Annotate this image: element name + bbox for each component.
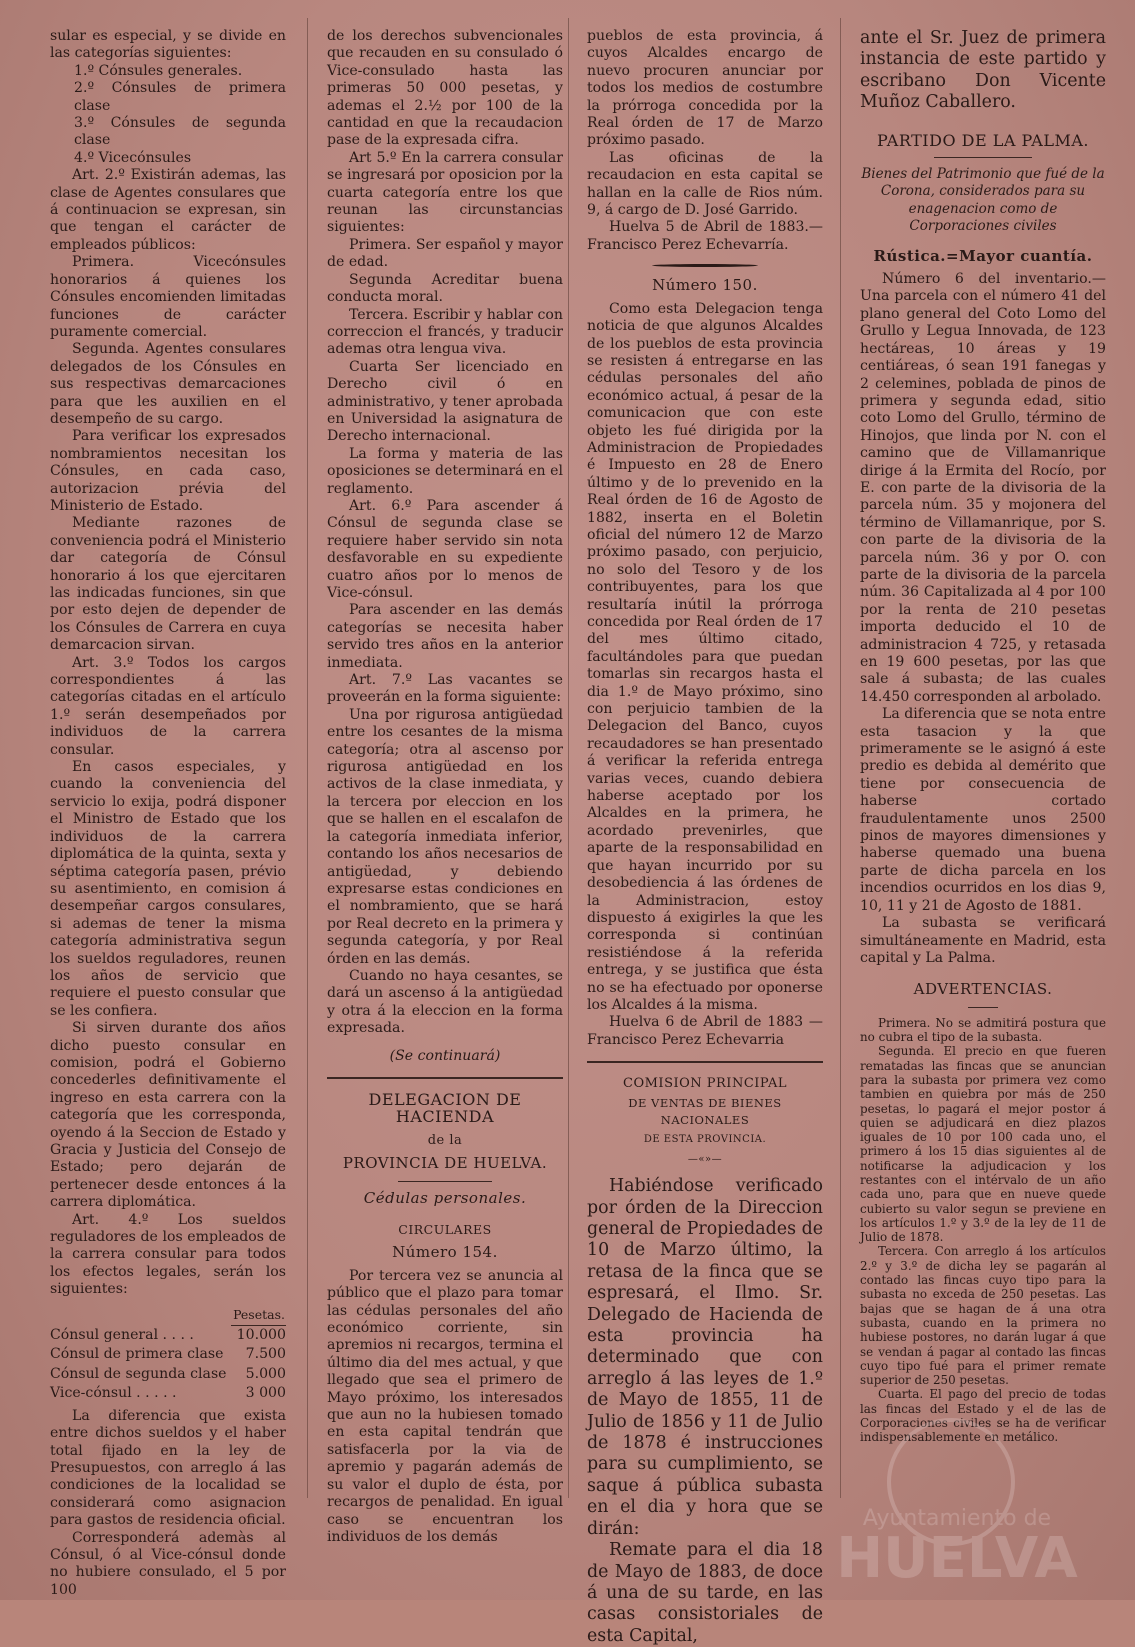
divider bbox=[968, 1007, 998, 1008]
table-row: Cónsul de primera clase 7.500 bbox=[50, 1346, 286, 1363]
signature: Huelva 6 de Abril de 1883 — Francisco Perez Echevarria bbox=[587, 1014, 823, 1048]
property-description: Número 6 del inventario.— Una parcela con el número 41 del plano general del Coto Lomo del Grullo y Legua Innovada, de 123 hectáreas, 10 áreas y 19 centiáreas, ó sean 191 fanegas y 2 celemines, poblada de pinos de primera y segunda edad, sitio coto Lomo del Grullo, término de Hinojos, que linda por N. con el camino que de Villamanrique dirige á la Ermita del Rocío, por E. con parte de la divisoria de la parcela núm. 35 y mojonera del término de Villamanrique, por S. con parte de la divisoria de la parcela núm. 36 y por O. con parte de la divisoria de la parcela núm. 36 Capitalizada al 4 por 100 por la renta de 210 pesetas importa deducido el 10 de administracion 4 725, y retasada en 19 600 pesetas, por las que sale á subasta; de las cuales 14.450 corresponden al arbolado. bbox=[860, 271, 1106, 705]
paragraph: Como esta Delegacion tenga noticia de que algunos Alcaldes de los pueblos de esta provincia se resisten á entregarse en las cédulas personales del año económico actual, á pesar de la comunicacion que con este objeto les fué dirigida por la Administracion de Propiedades é Impuesto en 28 de Enero último y de lo prevenido en la Real órden de 16 de Agosto de 1882, inserta en el Boletin oficial del número 12 de Marzo próximo pasado, con perjuicio, no solo del Tesoro y de los contribuyentes, para los que resultaría inútil la prórroga concedida por Real órden de 17 del mes último citado, facultándoles para que puedan tomarlas sin recargos hasta el dia 1.º de Mayo próximo, sino con perjuicio tambien de la Delegacion del Banco, cuyos recaudadores se han presentado á verificar la referida entrega varias veces, cuando debiera haberse aceptado por los Alcaldes en la primera, he acordado prevenirles, que aparte de la responsabilidad en que hayan incurrido por su desobediencia á las órdenes de la Administracion, estoy dispuesto á exigirles la que les corresponda si continúan resistiéndose á la referida entrega, y se justifica que ésta no se ha efectuado por oponerse los Alcaldes á la misma. bbox=[587, 300, 823, 1013]
ornament: —«»— bbox=[687, 1153, 723, 1165]
paragraph: Cuarta Ser licenciado en Derecho civil ó en administrativo, y tener aprobada en Universidad la asignatura de Derecho internacional. bbox=[327, 358, 563, 445]
section-heading: CIRCULARES bbox=[398, 1222, 492, 1237]
section-subtitle: DE VENTAS DE BIENES NACIONALES bbox=[628, 1095, 782, 1127]
paragraph: Primera. No se admitirá postura que no cubra el tipo de la subasta. bbox=[860, 1015, 1106, 1045]
paragraph: sular es especial, y se divide en las categorías siguientes: bbox=[50, 28, 286, 62]
paragraph: de los derechos subvencionales que recauden en su consulado ó Vice-consulado hasta las primeras 50 000 pesetas, y ademas el 2.½ por 100 de la cantidad en que la recaudacion pase de la expresada cifra. bbox=[327, 28, 563, 149]
paragraph: Segunda Acreditar buena conducta moral. bbox=[327, 271, 563, 306]
paragraph: Una por rigurosa antigüedad entre los cesantes de la misma categoría; otra al ascenso por rigurosa antigüedad en los activos de la clase inmediata, y la tercera por eleccion en los que se hallen en el escalafon de la categoría inmediata inferior, contando los años necesarios de antigüedad, y debiendo expresarse estas condiciones en el nombramiento, que se hará por Real decreto en la primera y segunda categoría, y por Real órden en las demás. bbox=[327, 706, 563, 967]
paragraph: Si sirven durante dos años dicho puesto consular en comision, podrá el Gobierno concederles definitivamente el ingreso en esta carrera con la categoría que les corresponda, oyendo á la Seccion de Estado y Gracia y Justicia del Consejo de Estado; pero dejarán de pertenecer desde entonces á la carrera diplomática. bbox=[50, 1020, 286, 1211]
section-subtitle: de la bbox=[427, 1132, 463, 1148]
salary-table bbox=[50, 1305, 286, 1404]
notice-number: Número 154. bbox=[392, 1243, 498, 1262]
signature: Huelva 5 de Abril de 1883.— Francisco Perez Echevarría. bbox=[587, 219, 823, 253]
section-subtitle: DE ESTA PROVINCIA. bbox=[643, 1134, 767, 1146]
divider bbox=[398, 1181, 492, 1182]
paragraph: Tercera. Con arreglo á los artículos 2.º y 3.º de dicha ley se pagarán al contado las fincas cuyo tipo para la subasta no exceda de 250 pesetas. Las bajas que se hagan de á una otra subasta, cuando en la primera no hubiese postores, no darán lugar á que se vendan á pagar al contado las fincas cuyo tipo fué para el primer remate superior de 250 pesetas. bbox=[860, 1244, 1106, 1388]
paragraph: Habiéndose verificado por órden de la Direccion general de Propiedades de 10 de Marzo último, la retasa de la finca que se espresará, el Ilmo. Sr. Delegado de Hacienda de esta provincia ha determinado que con arreglo á las leyes de 1.º de Mayo de 1855, 11 de Julio de 1856 y 11 de Julio de 1878 é instrucciones para su cumplimiento, se saque á pública subasta en el dia y hora que se dirán: bbox=[587, 1176, 823, 1539]
column-2 bbox=[327, 28, 563, 1546]
paragraph: pueblos de esta provincia, á cuyos Alcaldes encargo de nuevo procuren anunciar por todos los medios de costumbre la prórroga concedida por la Real órden de 17 de Marzo próximo pasado. bbox=[587, 28, 823, 149]
paragraph: Las oficinas de la recaudacion en esta capital se hallan en la calle de Rios núm. 9, á cargo de D. José Garrido. bbox=[587, 149, 823, 219]
column-4 bbox=[860, 28, 1106, 1445]
table-header: Pesetas. bbox=[231, 1305, 286, 1326]
paragraph: La diferencia que se nota entre esta tasacion y la que primeramente se le asignó á este predio es debida al demérito que tiene por consecuencia de haberse cortado fraudulentamente unos 2500 pinos de mayores dimensiones y haberse quemado una buena parte de dicha parcela en los incendios ocurridos en los dias 9, 10, 11 y 21 de Agosto de 1881. bbox=[860, 706, 1107, 914]
section-rule bbox=[327, 1077, 563, 1079]
paragraph: Cuarta. El pago del precio de todas las fincas del Estado y el de las de Corporaciones civiles se ha de verificar indispensablemente en metálico. bbox=[860, 1387, 1106, 1445]
list-item: 3.º Cónsules de segunda clase bbox=[74, 115, 286, 149]
paragraph: Remate para el dia 18 de Mayo de 1883, de doce á una de su tarde, en las casas consistoriales de esta Capital, bbox=[587, 1540, 823, 1646]
article-5: Art 5.º En la carrera consular se ingresará por oposicion por la cuarta categoría entre los que reunan las circunstancias siguientes: bbox=[327, 149, 563, 236]
list-item: 2.º Cónsules de primera clase bbox=[74, 80, 286, 114]
section-heading: Rústica.=Mayor cuantía. bbox=[873, 246, 1093, 265]
column-divider bbox=[307, 18, 308, 1498]
table-row: Vice-cónsul . . . . . 3 000 bbox=[50, 1385, 286, 1402]
paragraph: Segunda. Agentes consulares delegados de los Cónsules en sus respectivas demarcaciones para que les auxilien en el desempeño de su cargo. bbox=[50, 341, 286, 427]
notice-number: Número 150. bbox=[652, 276, 758, 295]
article-6: Art. 6.º Para ascender á Cónsul de segunda clase se requiere haber servido sin nota desfavorable en su expediente cuatro años por lo menos de Vice-cónsul. bbox=[327, 497, 563, 601]
paragraph: Por tercera vez se anuncia al público que el plazo para tomar las cédulas personales del año económico corriente, sin apremios ni recargos, termina el último dia del mes actual, y que llegado que sea el primero de Mayo próximo, los interesados que aun no la hubiesen tomado en esta capital tendrán que satisfacerla por la via de apremio y pagarán además de su valor el duplo de ésta, por recargos de penalidad. En igual caso se encuentran los individuos de los demás bbox=[327, 1267, 563, 1545]
section-title: COMISION PRINCIPAL bbox=[623, 1076, 787, 1092]
divider bbox=[652, 264, 758, 267]
column-3 bbox=[587, 28, 823, 1647]
section-title: PARTIDO DE LA PALMA. bbox=[877, 130, 1089, 150]
column-divider bbox=[568, 18, 569, 1498]
section-heading: ADVERTENCIAS. bbox=[913, 980, 1053, 999]
section-subtitle: Bienes del Patrimonio que fué de la Corona, considerados para su enagenacion como de Corporaciones civiles bbox=[861, 166, 1105, 235]
paragraph: La forma y materia de las oposiciones se determinará en el reglamento. bbox=[327, 445, 563, 497]
paragraph: Tercera. Escribir y hablar con correccion el francés, y traducir ademas otra lengua viva. bbox=[327, 306, 563, 358]
paragraph: Segunda. El precio en que fueren rematadas las fincas que se anuncian para la subasta por primera vez como tambien en quiebra por más de 250 pesetas, lo pagará el mejor postor á quien se adjudicará en diez plazos iguales de 10 por 100 cada uno, el primero á los 15 dias siguientes al de notificarse la adjudicacion y los restantes con el intérvalo de un año cada uno, para que en nueve quede cubierto su valor segun se previene en los artículos 1.º y 3.º de la ley de 11 de Julio de 1878. bbox=[860, 1044, 1106, 1245]
watermark-line: HUELVA bbox=[836, 1526, 1078, 1591]
section-subtitle: PROVINCIA DE HUELVA. bbox=[342, 1154, 548, 1173]
watermark-line: Ayuntamiento de bbox=[862, 1506, 1052, 1531]
article-3: Art. 3.º Todos los cargos correspondientes á las categorías citadas en el artículo 1.º serán desempeñados por individuos de la carrera consular. bbox=[50, 654, 286, 758]
table-row: Cónsul de segunda clase 5.000 bbox=[50, 1365, 286, 1382]
continued-note: (Se continuará) bbox=[389, 1047, 501, 1064]
article-4: Art. 4.º Los sueldos reguladores de los empleados de la carrera consular para todos los efectos legales, serán los siguientes: bbox=[50, 1211, 286, 1298]
table-row: Cónsul general . . . . 10.000 bbox=[50, 1326, 286, 1344]
paragraph: ante el Sr. Juez de primera instancia de este partido y escribano Don Vicente Muñoz Caballero. bbox=[860, 28, 1106, 113]
paragraph: Para ascender en las demás categorías se necesita haber servido tres años en la anterior inmediata. bbox=[327, 602, 563, 671]
article-2: Art. 2.º Existirán ademas, las clase de Agentes consulares que á continuacion se expresan, sin que tengan el carácter de empleados públicos: bbox=[50, 167, 286, 253]
list-item: 1.º Cónsules generales. bbox=[74, 62, 243, 79]
article-7: Art. 7.º Las vacantes se proveerán en la forma siguiente: bbox=[327, 672, 563, 706]
paragraph: Primera. Ser español y mayor de edad. bbox=[327, 236, 563, 271]
column-1 bbox=[50, 28, 286, 1599]
paragraph: Corresponderá ademàs al Cónsul, ó al Vice-cónsul donde no hubiere consulado, el 5 por 100 bbox=[50, 1529, 286, 1598]
paragraph: Para verificar los expresados nombramientos necesitan los Cónsules, en cada caso, autorizacion prévia del Ministerio de Estado. bbox=[50, 428, 286, 514]
paragraph: La subasta se verificará simultáneamente en Madrid, esta capital y La Palma. bbox=[860, 915, 1106, 966]
list-item: 4.º Vicecónsules bbox=[74, 149, 192, 166]
watermark bbox=[807, 1418, 1107, 1591]
section-heading: Cédulas personales. bbox=[363, 1188, 527, 1207]
paragraph: Primera. Vicecónsules honorarios á quienes los Cónsules encomienden limitadas funciones de carácter puramente comercial. bbox=[50, 254, 286, 340]
paragraph: En casos especiales, y cuando la conveniencia del servicio lo exija, podrá disponer el Ministro de Estado que los individuos de la carrera diplomática de la quinta, sexta y séptima categoría pasen, prévio su asentimiento, en comision á desempeñar cargos consulares, si ademas de tener la misma categoría administrativa segun los sueldos reguladores, reunen los años de servicio que requiere el puesto consular que se les confiera. bbox=[50, 759, 286, 1019]
section-title: DELEGACION DE HACIENDA bbox=[368, 1089, 522, 1127]
category-list bbox=[50, 63, 286, 167]
paragraph: Cuando no haya cesantes, se dará un ascenso á la antigüedad y otra á la eleccion en la forma expresada. bbox=[327, 967, 563, 1037]
paragraph: La diferencia que exista entre dichos sueldos y el haber total fijado en la ley de Presupuestos, con arreglo á las condiciones de la localidad se considerará como asignacion para gastos de residencia oficial. bbox=[50, 1407, 286, 1529]
section-rule bbox=[587, 1061, 823, 1063]
column-divider bbox=[840, 18, 841, 1498]
divider bbox=[934, 157, 1032, 158]
paragraph: Mediante razones de conveniencia podrá el Ministerio dar categoría de Cónsul honorario á los que ejercitaren las indicadas funciones, sin que por esto dejen de depender de los Cónsules de Carrera en cuya demarcacion sirvan. bbox=[50, 515, 286, 654]
